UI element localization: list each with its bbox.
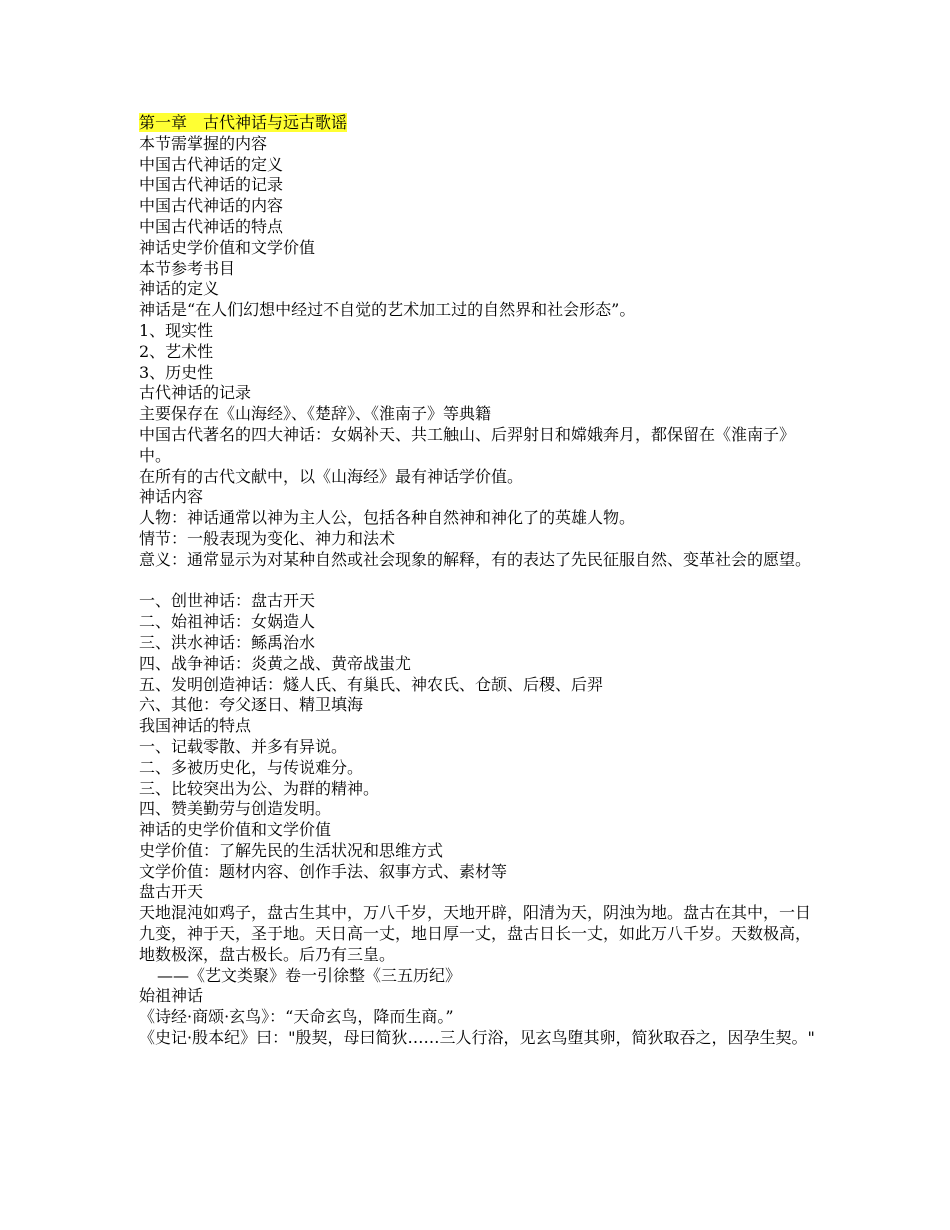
text-line: 一、创世神话：盘古开天	[139, 591, 316, 611]
text-line: 神话是“在人们幻想中经过不自觉的艺术加工过的自然界和社会形态”。	[139, 300, 636, 320]
text-line: 文学价值：题材内容、创作手法、叙事方式、素材等	[139, 861, 508, 881]
text-line: 天地混沌如鸡子，盘古生其中，万八千岁，天地开辟，阳清为天，阴浊为地。盘古在其中，一日九变，神于天，圣于地。天日高一丈，地日厚一丈，盘古日长一丈，如此万八千岁。天数极高，地数极深，盘古极长。后乃有三皇。	[139, 903, 812, 964]
text-line: 主要保存在《山海经》、《楚辞》、《淮南子》等典籍	[139, 404, 492, 424]
text-line: 意义：通常显示为对某种自然或社会现象的解释，有的表达了先民征服自然、变革社会的愿望。	[139, 549, 812, 569]
text-line: 本节参考书目	[139, 258, 236, 278]
text-line: 中国古代神话的特点	[139, 216, 284, 236]
text-line: 《史记·殷本纪》曰："殷契，母曰简狄……三人行浴，见玄鸟堕其卵，简狄取吞之，因孕生契。"	[139, 1028, 815, 1048]
text-line: 在所有的古代文献中，以《山海经》最有神话学价值。	[139, 466, 524, 486]
text-line: 本节需掌握的内容	[139, 133, 268, 153]
text-line: 神话的定义	[139, 279, 220, 299]
text-line: 三、洪水神话：鲧禹治水	[139, 632, 316, 652]
document-body	[139, 134, 819, 966]
text-line: 一、记载零散、并多有异说。	[139, 736, 348, 756]
document-page	[139, 113, 819, 1049]
text-line: 中国古代神话的记录	[139, 175, 284, 195]
text-line: 盘古开天	[139, 882, 204, 902]
text-line: 五、发明创造神话：燧人氏、有巢氏、神农氏、仓颉、后稷、后羿	[139, 674, 604, 694]
text-line: 1、现实性	[139, 320, 214, 340]
text-line	[139, 571, 819, 592]
chapter-title-row	[139, 113, 819, 134]
text-line: 二、多被历史化，与传说难分。	[139, 757, 364, 777]
text-line: 人物：神话通常以神为主人公，包括各种自然神和神化了的英雄人物。	[139, 508, 636, 528]
text-line: 中国古代神话的定义	[139, 154, 284, 174]
text-line: 2、艺术性	[139, 341, 214, 361]
text-line: 四、战争神话：炎黄之战、黄帝战蚩尤	[139, 653, 412, 673]
text-line: 始祖神话	[139, 986, 204, 1006]
text-line: 我国神话的特点	[139, 716, 252, 736]
text-line: 神话史学价值和文学价值	[139, 237, 316, 257]
text-line: 二、始祖神话：女娲造人	[139, 612, 316, 632]
chapter-title: 第一章 古代神话与远古歌谣	[139, 113, 348, 132]
text-line: 四、赞美勤劳与创造发明。	[139, 799, 332, 819]
document-body-continued	[139, 986, 819, 1048]
text-line: 中国古代神话的内容	[139, 196, 284, 216]
text-line: 神话的史学价值和文学价值	[139, 820, 332, 840]
text-line: 神话内容	[139, 487, 204, 507]
text-line: 三、比较突出为公、为群的精神。	[139, 778, 380, 798]
text-line: 3、历史性	[139, 362, 214, 382]
text-line: 情节：一般表现为变化、神力和法术	[139, 528, 396, 548]
text-line: 古代神话的记录	[139, 383, 252, 403]
text-line: 中国古代著名的四大神话：女娲补天、共工触山、后羿射日和嫦娥奔月，都保留在《淮南子》中。	[139, 424, 796, 465]
text-line: 六、其他：夸父逐日、精卫填海	[139, 695, 364, 715]
citation: ——《艺文类聚》卷一引徐整《三五历纪》	[157, 965, 462, 985]
text-line: 史学价值：了解先民的生活状况和思维方式	[139, 840, 444, 860]
text-line: 《诗经·商颂·玄鸟》：“天命玄鸟，降而生商。”	[139, 1007, 454, 1027]
